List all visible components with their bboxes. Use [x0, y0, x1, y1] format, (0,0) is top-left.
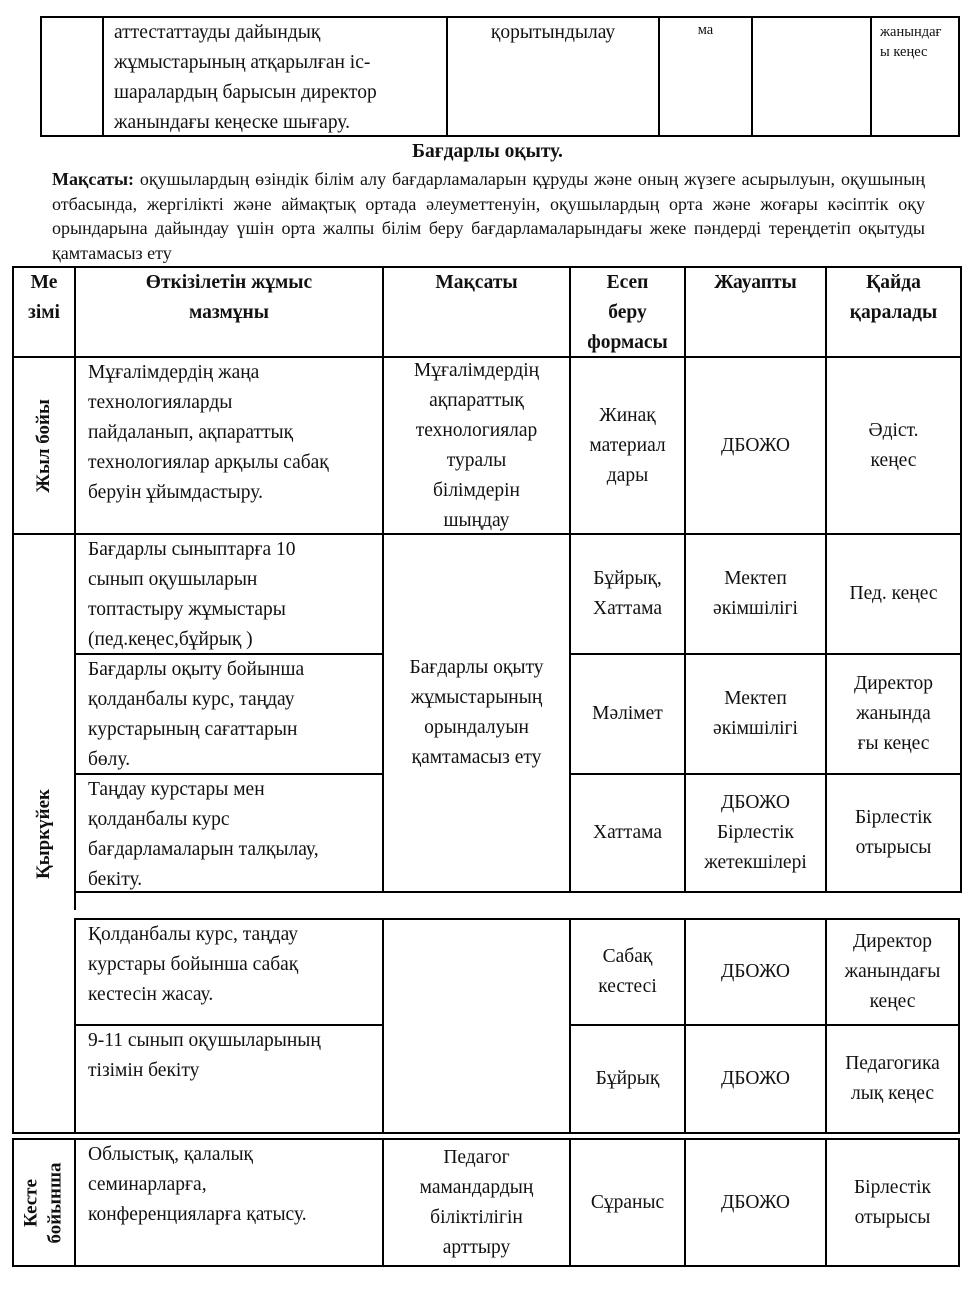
period-september: Қыркүйек: [33, 788, 55, 879]
table-row: Мұғалімдердің жаңа технологияларды пайдаланып, ақпараттық технологиялар арқылы сабақ беруін ұйымдастыру.: [88, 362, 329, 503]
merged-goal: Бағдарлы оқыту жұмыстарының орындалуын қамтамасыз ету: [409, 657, 544, 768]
row-responsible: ДБОЖО Бірлестік жетекшілері: [704, 792, 807, 873]
row-where: Директор жанындағы кеңес: [844, 931, 941, 1012]
top-where-text: жанындағ ы кеңес: [880, 24, 942, 60]
section-title: Бағдарлы оқыту.: [412, 141, 563, 162]
top-content-text: аттестаттауды дайындық жұмыстарының атқарылған іс- шаралардың барысын директор жанындағы кеңеске шығару.: [114, 22, 377, 133]
row-where: Бірлестік отырысы: [853, 1176, 932, 1228]
purpose-paragraph: [52, 167, 925, 265]
row-goal: Педагог мамандардың біліктілігін арттыру: [419, 1146, 534, 1258]
row-responsible: ДБОЖО: [720, 1191, 791, 1213]
header-goal: Мақсаты: [435, 272, 518, 293]
row-where: Пед. кеңес: [849, 583, 938, 604]
row-form: Бұйрық: [595, 1068, 660, 1089]
row-form: Мәлімет: [592, 703, 663, 724]
table-row: 9-11 сынып оқушыларының тізімін бекіту: [88, 1030, 321, 1081]
row-responsible: ДБОЖО: [720, 961, 791, 982]
table-row: Бағдарлы сыныптарға 10 сынып оқушыларын топтастыру жұмыстары (пед.кеңес,бұйрық ): [88, 539, 296, 650]
row-where: Әдіст. кеңес: [868, 419, 919, 471]
row-goal: Мұғалімдердің ақпараттық технологиялар туралы білімдерін шыңдау: [413, 359, 540, 531]
row-form: Хаттама: [592, 822, 663, 843]
header-responsible: Жауапты: [714, 272, 797, 293]
period-year: Жыл бойы: [33, 398, 54, 493]
row-responsible: ДБОЖО: [720, 434, 791, 456]
row-where: Педагогика лық кеңес: [845, 1053, 940, 1104]
row-form: Жинақ материал дары: [589, 404, 666, 486]
table-row: Облыстық, қалалық семинарларға, конференцияларға қатысу.: [88, 1144, 307, 1225]
top-goal-text: қорытындылау: [490, 22, 616, 43]
row-responsible: Мектеп әкімшілігі: [713, 688, 798, 739]
header-term: Ме зімі: [28, 272, 60, 323]
table-row: Бағдарлы оқыту бойынша қолданбалы курс, таңдау курстарының сағаттарын бөлу.: [88, 659, 305, 770]
row-form: Бұйрық, Хаттама: [592, 568, 663, 619]
purpose-label: Мақсаты:: [52, 169, 134, 189]
period-schedule: Кесте бойынша: [21, 1161, 66, 1244]
purpose-text: оқушылардың өзіндік білім алу бағдарламаларын құруды және оның жүзеге асырылуын, оқушының отбасында, жергілікті және аймақтық ортада әлеуметтенуін, оқушылардың орта және жоғары кәсіптік оқу орындарына дайындау үшін орта жалпы білім беру бағдарламаларындағы жеке пәндерді тереңдетіп оқытуды қамтамасыз ету: [52, 169, 925, 263]
row-responsible: Мектеп әкімшілігі: [713, 568, 798, 619]
row-form: Сұраныс: [590, 1191, 665, 1213]
row-form: Сабақ кестесі: [598, 946, 657, 997]
header-form: Есеп беру формасы: [587, 272, 668, 353]
header-content: Өткізілетін жұмыс мазмұны: [145, 272, 313, 323]
top-form-text: ма: [697, 22, 714, 38]
row-responsible: ДБОЖО: [720, 1068, 791, 1089]
header-where: Қайда қаралады: [849, 272, 938, 323]
table-row: Қолданбалы курс, таңдау курстары бойынша сабақ кестесін жасау.: [88, 924, 299, 1005]
row-where: Бірлестік отырысы: [854, 807, 933, 858]
table-row: Таңдау курстары мен қолданбалы курс бағдарламаларын талқылау, бекіту.: [88, 779, 319, 890]
row-where: Директор жанында ғы кеңес: [853, 673, 934, 754]
